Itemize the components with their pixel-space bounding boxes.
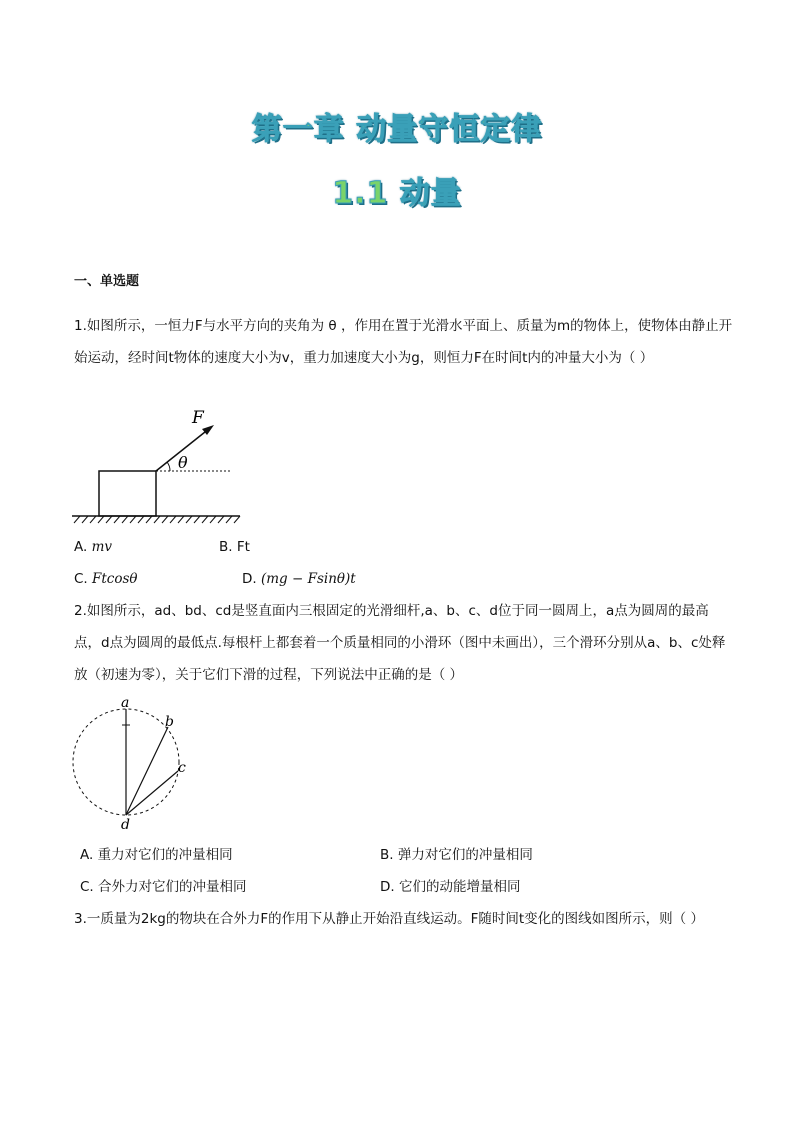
chapter-title: 第一章 动量守恒定律 bbox=[251, 112, 543, 147]
question-2-option-d[interactable]: D. 它们的动能增量相同 bbox=[380, 879, 521, 895]
point-a-label: a bbox=[121, 695, 130, 711]
question-2-option-b[interactable]: B. 弹力对它们的冲量相同 bbox=[380, 847, 533, 863]
point-c-label: c bbox=[178, 760, 186, 776]
question-2-option-c[interactable]: C. 合外力对它们的冲量相同 bbox=[80, 879, 247, 895]
question-2-text: 2.如图所示，ad、bd、cd是竖直面内三根固定的光滑细杆,a、b、c、d位于同一圆周上，a点为圆周的最高点，d点为圆周的最低点.每根杆上都套着一个质量相同的小滑环（图中未画出），三个滑环分别从a、b、c处释放（初速为零），关于它们下滑的过程，下列说法中正确的是（ ） bbox=[74, 603, 726, 683]
question-1-option-c[interactable]: C. Ftcosθ bbox=[74, 571, 138, 587]
question-2-option-a[interactable]: A. 重力对它们的冲量相同 bbox=[80, 847, 233, 863]
question-3-text: 3.一质量为2kg的物块在合外力F的作用下从静止开始沿直线运动。F随时间t变化的图线如图所示，则（ ） bbox=[74, 911, 704, 927]
question-1-option-b[interactable]: B. Ft bbox=[219, 539, 250, 555]
question-1-text: 1.如图所示，一恒力F与水平方向的夹角为 θ ，作用在置于光滑水平面上、质量为m的物体上，使物体由静止开始运动，经时间t物体的速度大小为v，重力加速度大小为g，则恒力F在时间t内的冲量大小为（ ） bbox=[74, 318, 733, 366]
question-2-figure bbox=[68, 695, 203, 833]
point-b-label: b bbox=[165, 714, 174, 730]
question-1-option-a[interactable]: A. mv bbox=[74, 539, 113, 555]
point-d-label: d bbox=[121, 817, 130, 833]
section-heading: 一、单选题 bbox=[74, 274, 140, 289]
question-1-option-d[interactable]: D. (mg − Fsinθ)t bbox=[242, 571, 356, 587]
question-1-figure bbox=[70, 405, 245, 525]
section-title: 1.1 动量 bbox=[332, 176, 462, 211]
force-label: F bbox=[192, 408, 204, 428]
angle-label: θ bbox=[178, 453, 188, 472]
